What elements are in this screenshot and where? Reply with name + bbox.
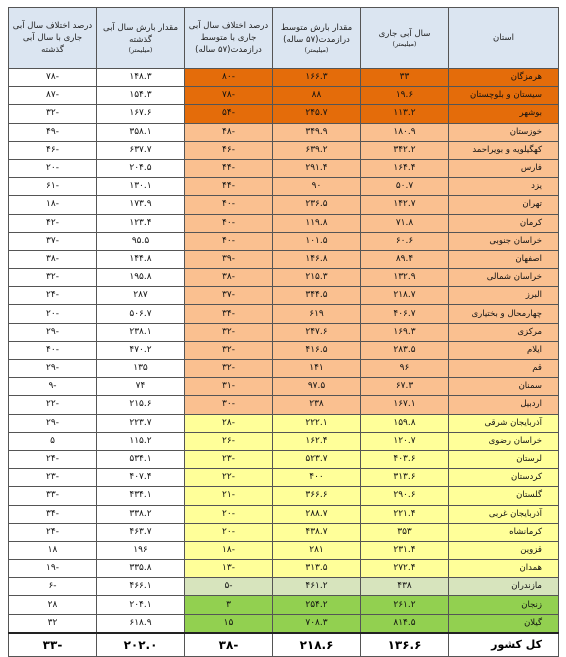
cell-diff-avg: -۱۳ — [185, 560, 273, 578]
cell-diff-avg: ۱۵ — [185, 614, 273, 633]
cell-diff-avg: -۳۲ — [185, 323, 273, 341]
cell-diff-last: -۲۲ — [9, 396, 97, 414]
cell-current-year: ۱۱۳.۲ — [361, 105, 449, 123]
cell-diff-avg: -۲۸ — [185, 414, 273, 432]
cell-diff-avg: -۳۲ — [185, 360, 273, 378]
cell-province: بوشهر — [449, 105, 559, 123]
cell-last-year: ۲۰۴.۵ — [97, 159, 185, 177]
cell-diff-avg: -۵ — [185, 578, 273, 596]
cell-province: البرز — [449, 287, 559, 305]
cell-diff-avg: -۴۰ — [185, 232, 273, 250]
cell-current-year: ۲۸۳.۵ — [361, 341, 449, 359]
cell-current-year: ۴۳۸ — [361, 578, 449, 596]
header-current-year-unit: (میلیمتر) — [392, 39, 417, 48]
table-row — [9, 487, 559, 505]
cell-diff-avg: -۳۹ — [185, 250, 273, 268]
cell-last-year: ۴۶۶.۱ — [97, 578, 185, 596]
cell-diff-last: ۵ — [9, 432, 97, 450]
cell-province: فارس — [449, 159, 559, 177]
table-row — [9, 87, 559, 105]
cell-province: یزد — [449, 178, 559, 196]
cell-diff-last: -۶ — [9, 578, 97, 596]
rainfall-table — [8, 7, 559, 657]
cell-province: خوزستان — [449, 123, 559, 141]
cell-current-year: ۴۰۳.۶ — [361, 450, 449, 468]
cell-last-year: ۶۱۸.۹ — [97, 614, 185, 633]
cell-diff-avg: -۴۰ — [185, 214, 273, 232]
cell-diff-avg: -۳۸ — [185, 269, 273, 287]
cell-province: گیلان — [449, 614, 559, 633]
cell-last-year: ۵۳۴.۱ — [97, 450, 185, 468]
cell-diff-last: -۹ — [9, 378, 97, 396]
cell-current-year: ۷۱.۸ — [361, 214, 449, 232]
cell-avg-57: ۲۵۴.۲ — [273, 596, 361, 614]
cell-province: لرستان — [449, 450, 559, 468]
cell-current-year: ۵۰.۷ — [361, 178, 449, 196]
cell-current-year: ۳۱۳.۶ — [361, 469, 449, 487]
cell-province: اردبیل — [449, 396, 559, 414]
cell-diff-avg: -۴۴ — [185, 159, 273, 177]
cell-diff-avg: -۲۰ — [185, 523, 273, 541]
cell-avg-57: ۱۶۶.۳ — [273, 69, 361, 87]
cell-avg-57: ۲۳۶.۵ — [273, 196, 361, 214]
table-row — [9, 396, 559, 414]
cell-diff-avg: ۳ — [185, 596, 273, 614]
table-row — [9, 614, 559, 633]
cell-avg-57: ۱۰۱.۵ — [273, 232, 361, 250]
header-avg-57-unit: (میلیمتر) — [304, 45, 329, 54]
cell-diff-last: -۲۹ — [9, 414, 97, 432]
cell-avg-57: ۷۰۸.۳ — [273, 614, 361, 633]
cell-last-year: ۲۸۷ — [97, 287, 185, 305]
total-row — [9, 633, 559, 657]
cell-province: کهگیلویه و بویراحمد — [449, 141, 559, 159]
cell-province: آذربایجان غربی — [449, 505, 559, 523]
cell-current-year: ۱۶۴.۴ — [361, 159, 449, 177]
cell-last-year: ۱۶۷.۶ — [97, 105, 185, 123]
cell-diff-avg: -۴۶ — [185, 141, 273, 159]
cell-avg-57: ۱۴۱ — [273, 360, 361, 378]
cell-current-year: ۱۳۲.۹ — [361, 269, 449, 287]
cell-province: چهارمحال و بختیاری — [449, 305, 559, 323]
cell-current-year: ۳۳ — [361, 69, 449, 87]
cell-province: کردستان — [449, 469, 559, 487]
cell-avg-57: ۲۸۸.۷ — [273, 505, 361, 523]
cell-last-year: ۲۱۵.۶ — [97, 396, 185, 414]
cell-current-year: ۲۹۰.۶ — [361, 487, 449, 505]
cell-current-year: ۱۸۰.۹ — [361, 123, 449, 141]
cell-avg-57: ۳۶۶.۶ — [273, 487, 361, 505]
cell-diff-avg: -۲۶ — [185, 432, 273, 450]
table-row — [9, 414, 559, 432]
cell-avg-57: ۴۱۶.۵ — [273, 341, 361, 359]
total-diff-avg: -۳۸ — [185, 633, 273, 657]
table-row — [9, 232, 559, 250]
cell-diff-last: -۲۳ — [9, 469, 97, 487]
cell-avg-57: ۲۸۱ — [273, 541, 361, 559]
cell-current-year: ۱۹.۶ — [361, 87, 449, 105]
cell-diff-last: -۳۸ — [9, 250, 97, 268]
cell-avg-57: ۴۳۸.۷ — [273, 523, 361, 541]
header-avg-57: مقدار بارش متوسط درازمدت(۵۷ ساله) (میلیمتر) — [273, 8, 361, 69]
table-row — [9, 578, 559, 596]
cell-diff-avg: -۳۱ — [185, 378, 273, 396]
cell-diff-avg: -۳۲ — [185, 341, 273, 359]
table-row — [9, 159, 559, 177]
table-row — [9, 250, 559, 268]
cell-avg-57: ۹۷.۵ — [273, 378, 361, 396]
cell-current-year: ۹۶ — [361, 360, 449, 378]
cell-last-year: ۲۲۳.۷ — [97, 414, 185, 432]
table-row — [9, 378, 559, 396]
cell-last-year: ۳۳۸.۲ — [97, 505, 185, 523]
cell-last-year: ۶۳۷.۷ — [97, 141, 185, 159]
cell-province: قزوین — [449, 541, 559, 559]
cell-current-year: ۸۹.۴ — [361, 250, 449, 268]
cell-last-year: ۴۶۳.۷ — [97, 523, 185, 541]
cell-current-year: ۸۱۴.۵ — [361, 614, 449, 633]
table-row — [9, 432, 559, 450]
table-row — [9, 469, 559, 487]
cell-diff-last: -۳۲ — [9, 269, 97, 287]
header-last-year: مقدار بارش سال آبی گذشته (میلیمتر) — [97, 8, 185, 69]
cell-avg-57: ۳۱۳.۵ — [273, 560, 361, 578]
cell-diff-last: -۴۶ — [9, 141, 97, 159]
cell-avg-57: ۲۴۷.۶ — [273, 323, 361, 341]
cell-last-year: ۳۵۸.۱ — [97, 123, 185, 141]
cell-last-year: ۱۴۸.۳ — [97, 69, 185, 87]
cell-diff-avg: -۳۰ — [185, 396, 273, 414]
cell-province: سیستان و بلوچستان — [449, 87, 559, 105]
cell-current-year: ۲۶۱.۲ — [361, 596, 449, 614]
cell-avg-57: ۹۰ — [273, 178, 361, 196]
cell-avg-57: ۲۴۵.۷ — [273, 105, 361, 123]
cell-last-year: ۱۵۴.۳ — [97, 87, 185, 105]
cell-current-year: ۲۲۱.۴ — [361, 505, 449, 523]
cell-current-year: ۶۷.۳ — [361, 378, 449, 396]
cell-diff-last: -۲۴ — [9, 450, 97, 468]
cell-avg-57: ۱۴۶.۸ — [273, 250, 361, 268]
cell-diff-avg: -۱۸ — [185, 541, 273, 559]
cell-last-year: ۲۰۴.۱ — [97, 596, 185, 614]
cell-diff-avg: -۸۰ — [185, 69, 273, 87]
cell-province: اصفهان — [449, 250, 559, 268]
cell-province: قم — [449, 360, 559, 378]
table-footer — [9, 633, 559, 657]
table-row — [9, 541, 559, 559]
cell-diff-avg: -۲۱ — [185, 487, 273, 505]
cell-diff-last: -۴۰ — [9, 341, 97, 359]
cell-diff-last: -۱۸ — [9, 196, 97, 214]
cell-avg-57: ۶۱۹ — [273, 305, 361, 323]
cell-current-year: ۱۲۰.۷ — [361, 432, 449, 450]
cell-last-year: ۱۱۵.۲ — [97, 432, 185, 450]
cell-current-year: ۱۶۹.۳ — [361, 323, 449, 341]
total-province: کل کشور — [449, 633, 559, 657]
cell-current-year: ۲۳۱.۴ — [361, 541, 449, 559]
cell-province: خراسان شمالی — [449, 269, 559, 287]
cell-last-year: ۹۵.۵ — [97, 232, 185, 250]
cell-last-year: ۴۰۷.۴ — [97, 469, 185, 487]
total-diff-last: -۳۳ — [9, 633, 97, 657]
table-row — [9, 360, 559, 378]
table-row — [9, 450, 559, 468]
cell-last-year: ۴۳۴.۱ — [97, 487, 185, 505]
cell-diff-last: -۲۴ — [9, 523, 97, 541]
cell-last-year: ۱۴۴.۸ — [97, 250, 185, 268]
header-diff-avg: درصد اختلاف سال آبی جاری با متوسط درازمدت(۵۷ ساله) — [185, 8, 273, 69]
cell-diff-last: -۸۷ — [9, 87, 97, 105]
cell-province: مرکزی — [449, 323, 559, 341]
cell-province: خراسان جنوبی — [449, 232, 559, 250]
table-row — [9, 214, 559, 232]
cell-diff-last: -۱۹ — [9, 560, 97, 578]
total-avg: ۲۱۸.۶ — [273, 633, 361, 657]
cell-avg-57: ۳۴۹.۹ — [273, 123, 361, 141]
cell-avg-57: ۸۸ — [273, 87, 361, 105]
table-row — [9, 505, 559, 523]
cell-diff-last: -۴۲ — [9, 214, 97, 232]
cell-last-year: ۳۳۵.۸ — [97, 560, 185, 578]
cell-diff-avg: -۲۲ — [185, 469, 273, 487]
cell-diff-last: -۲۰ — [9, 159, 97, 177]
cell-diff-avg: -۷۸ — [185, 87, 273, 105]
cell-province: گلستان — [449, 487, 559, 505]
cell-diff-avg: -۳۴ — [185, 305, 273, 323]
cell-diff-last: -۶۱ — [9, 178, 97, 196]
cell-province: تهران — [449, 196, 559, 214]
table-row — [9, 141, 559, 159]
cell-province: کرمان — [449, 214, 559, 232]
cell-diff-last: -۳۳ — [9, 487, 97, 505]
cell-diff-last: ۲۸ — [9, 596, 97, 614]
cell-diff-avg: -۲۳ — [185, 450, 273, 468]
table-row — [9, 123, 559, 141]
table-row — [9, 287, 559, 305]
cell-diff-avg: -۴۸ — [185, 123, 273, 141]
cell-province: ایلام — [449, 341, 559, 359]
header-current-year: سال آبی جاری (میلیمتر) — [361, 8, 449, 69]
cell-last-year: ۴۷۰.۲ — [97, 341, 185, 359]
cell-last-year: ۱۳۵ — [97, 360, 185, 378]
cell-province: سمنان — [449, 378, 559, 396]
cell-diff-avg: -۲۰ — [185, 505, 273, 523]
cell-last-year: ۱۹۵.۸ — [97, 269, 185, 287]
cell-last-year: ۱۹۶ — [97, 541, 185, 559]
cell-avg-57: ۳۴۴.۵ — [273, 287, 361, 305]
cell-avg-57: ۲۱۵.۳ — [273, 269, 361, 287]
total-last: ۲۰۲.۰ — [97, 633, 185, 657]
table-body — [9, 69, 559, 633]
cell-last-year: ۱۷۳.۹ — [97, 196, 185, 214]
cell-last-year: ۲۳۸.۱ — [97, 323, 185, 341]
cell-diff-avg: -۳۷ — [185, 287, 273, 305]
cell-last-year: ۵۰۶.۷ — [97, 305, 185, 323]
header-diff-last: درصد اختلاف سال آبی جاری با سال آبی گذشته — [9, 8, 97, 69]
cell-avg-57: ۱۶۲.۴ — [273, 432, 361, 450]
cell-province: زنجان — [449, 596, 559, 614]
rainfall-table-container — [8, 7, 558, 657]
cell-diff-avg: -۴۴ — [185, 178, 273, 196]
cell-avg-57: ۴۰۰ — [273, 469, 361, 487]
table-row — [9, 196, 559, 214]
cell-province: خراسان رضوی — [449, 432, 559, 450]
header-last-year-unit: (میلیمتر) — [128, 45, 153, 54]
cell-current-year: ۶۰.۶ — [361, 232, 449, 250]
cell-province: مازندران — [449, 578, 559, 596]
cell-diff-last: -۳۴ — [9, 505, 97, 523]
total-current: ۱۳۶.۶ — [361, 633, 449, 657]
table-row — [9, 269, 559, 287]
cell-diff-last: ۱۸ — [9, 541, 97, 559]
cell-last-year: ۷۴ — [97, 378, 185, 396]
cell-current-year: ۱۴۲.۷ — [361, 196, 449, 214]
table-row — [9, 523, 559, 541]
table-row — [9, 178, 559, 196]
cell-avg-57: ۶۳۹.۲ — [273, 141, 361, 159]
cell-diff-last: -۳۷ — [9, 232, 97, 250]
cell-avg-57: ۱۱۹.۸ — [273, 214, 361, 232]
cell-diff-last: ۳۲ — [9, 614, 97, 633]
cell-current-year: ۲۷۲.۴ — [361, 560, 449, 578]
cell-last-year: ۱۳۰.۱ — [97, 178, 185, 196]
table-header — [9, 8, 559, 69]
cell-province: هرمزگان — [449, 69, 559, 87]
header-province: استان — [449, 8, 559, 69]
cell-current-year: ۳۵۳ — [361, 523, 449, 541]
table-row — [9, 596, 559, 614]
cell-diff-last: -۴۹ — [9, 123, 97, 141]
cell-province: همدان — [449, 560, 559, 578]
table-row — [9, 560, 559, 578]
cell-current-year: ۴۰۶.۷ — [361, 305, 449, 323]
cell-current-year: ۱۶۷.۱ — [361, 396, 449, 414]
table-row — [9, 323, 559, 341]
cell-current-year: ۳۴۲.۲ — [361, 141, 449, 159]
cell-diff-last: -۲۹ — [9, 323, 97, 341]
cell-current-year: ۱۵۹.۸ — [361, 414, 449, 432]
table-row — [9, 69, 559, 87]
cell-province: آذربایجان شرقی — [449, 414, 559, 432]
cell-diff-last: -۳۲ — [9, 105, 97, 123]
cell-avg-57: ۲۲۲.۱ — [273, 414, 361, 432]
cell-diff-avg: -۴۰ — [185, 196, 273, 214]
cell-avg-57: ۴۶۱.۲ — [273, 578, 361, 596]
cell-diff-last: -۲۰ — [9, 305, 97, 323]
table-row — [9, 305, 559, 323]
table-row — [9, 105, 559, 123]
table-row — [9, 341, 559, 359]
cell-avg-57: ۵۲۳.۷ — [273, 450, 361, 468]
cell-avg-57: ۲۳۸ — [273, 396, 361, 414]
cell-last-year: ۱۲۳.۴ — [97, 214, 185, 232]
cell-province: کرمانشاه — [449, 523, 559, 541]
cell-diff-last: -۲۹ — [9, 360, 97, 378]
cell-diff-last: -۲۴ — [9, 287, 97, 305]
cell-current-year: ۲۱۸.۷ — [361, 287, 449, 305]
cell-avg-57: ۲۹۱.۴ — [273, 159, 361, 177]
cell-diff-last: -۷۸ — [9, 69, 97, 87]
cell-diff-avg: -۵۴ — [185, 105, 273, 123]
